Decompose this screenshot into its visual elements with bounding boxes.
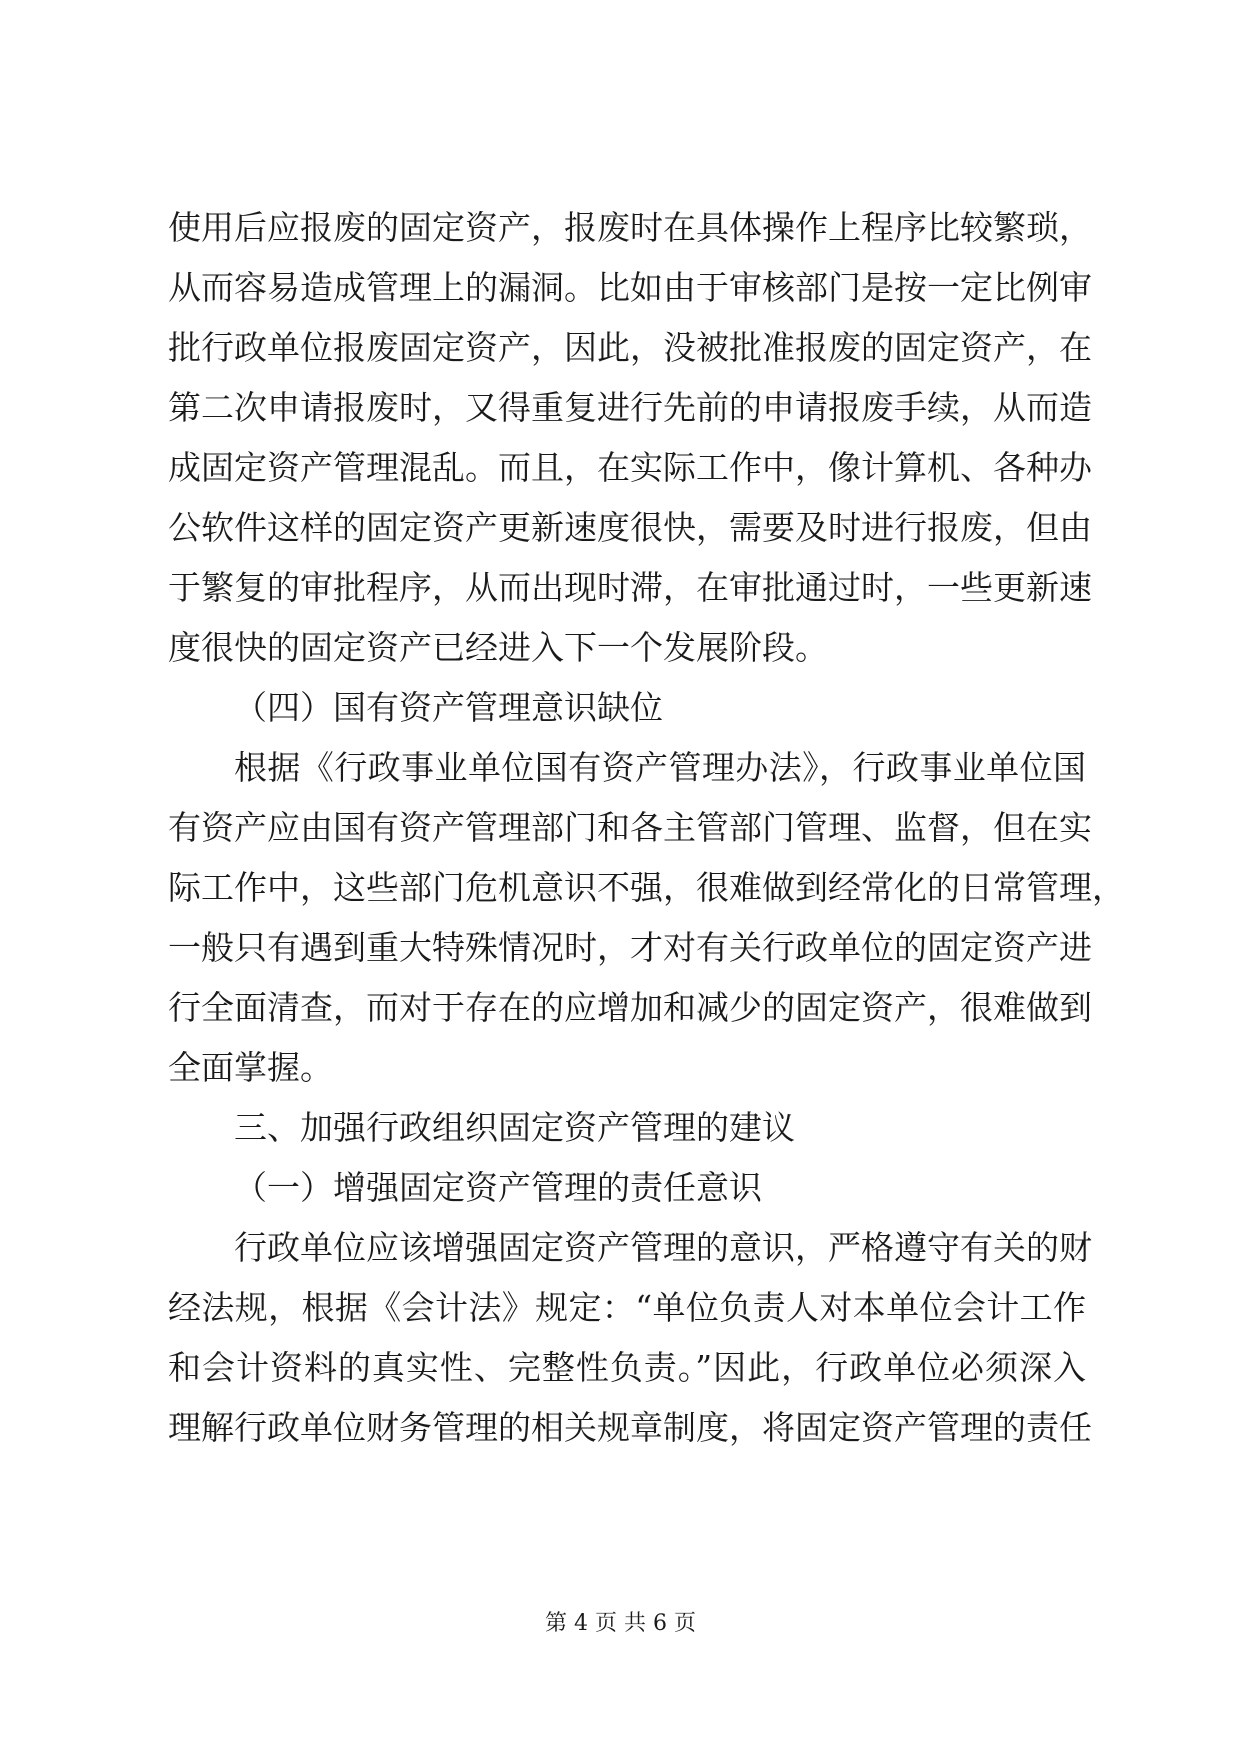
paragraph-line: 于繁复的审批程序，从而出现时滞，在审批通过时，一些更新速 (168, 568, 1092, 607)
section-heading: 三、加强行政组织固定资产管理的建议 (234, 1108, 795, 1147)
paragraph-line: 第二次申请报废时，又得重复进行先前的申请报废手续，从而造 (168, 388, 1092, 427)
paragraph-line: 成固定资产管理混乱。而且，在实际工作中，像计算机、各种办 (168, 448, 1092, 487)
section-heading: （四）国有资产管理意识缺位 (234, 688, 663, 727)
paragraph-line: 使用后应报废的固定资产，报废时在具体操作上程序比较繁琐， (168, 208, 1092, 247)
paragraph-line: 从而容易造成管理上的漏洞。比如由于审核部门是按一定比例审 (168, 268, 1092, 307)
paragraph-line: 批行政单位报废固定资产，因此，没被批准报废的固定资产，在 (168, 328, 1092, 367)
page-footer: 第 4 页 共 6 页 (545, 1611, 696, 1636)
paragraph-line: 和会计资料的真实性、完整性负责。”因此，行政单位必须深入 (168, 1348, 1086, 1387)
paragraph-line: 经法规，根据《会计法》规定：“单位负责人对本单位会计工作 (168, 1288, 1086, 1327)
paragraph-line: 行政单位应该增强固定资产管理的意识，严格遵守有关的财 (234, 1228, 1092, 1267)
paragraph-line: 有资产应由国有资产管理部门和各主管部门管理、监督，但在实 (168, 808, 1092, 847)
subsection-heading: （一）增强固定资产管理的责任意识 (234, 1168, 762, 1207)
paragraph-line: 全面掌握。 (168, 1048, 333, 1087)
paragraph-line: 行全面清查，而对于存在的应增加和减少的固定资产，很难做到 (168, 988, 1092, 1027)
paragraph-line: 度很快的固定资产已经进入下一个发展阶段。 (168, 628, 828, 667)
paragraph-line: 理解行政单位财务管理的相关规章制度，将固定资产管理的责任 (168, 1408, 1092, 1447)
paragraph-line: 公软件这样的固定资产更新速度很快，需要及时进行报废，但由 (168, 508, 1092, 547)
paragraph-line: 一般只有遇到重大特殊情况时，才对有关行政单位的固定资产进 (168, 928, 1092, 967)
paragraph-line: 根据《行政事业单位国有资产管理办法》，行政事业单位国 (234, 748, 1086, 787)
paragraph-line: 际工作中，这些部门危机意识不强，很难做到经常化的日常管理， (168, 868, 1125, 907)
